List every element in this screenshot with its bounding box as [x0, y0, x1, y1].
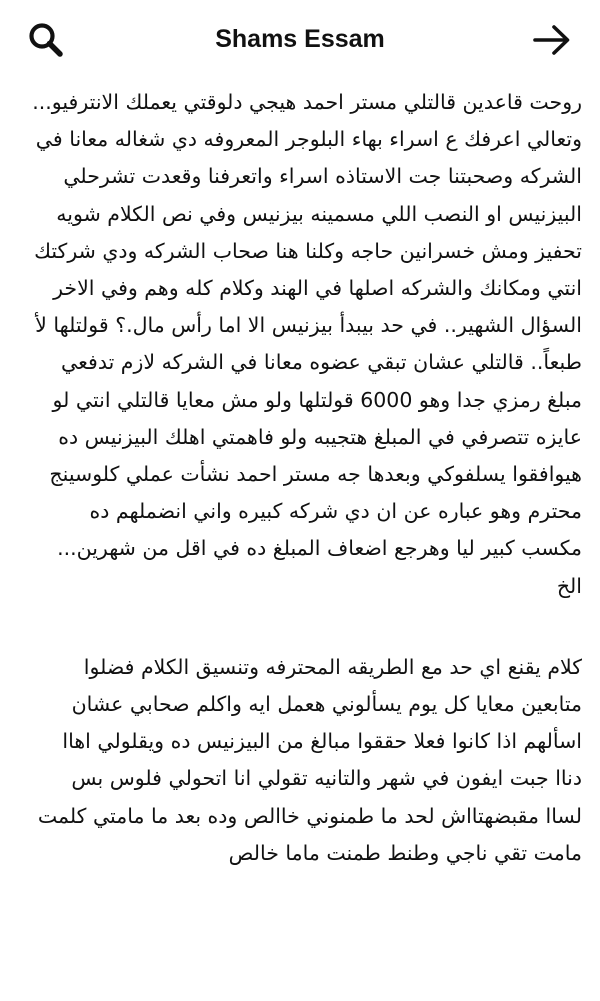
page-title: Shams Essam [215, 25, 385, 53]
arrow-right-icon [530, 20, 574, 60]
paragraph-spacer [30, 605, 582, 649]
post-paragraph: كلام يقنع اي حد مع الطريقه المحترفه وتنسيق الكلام فضلوا متابعين معايا كل يوم يسألوني هعمل ايه واكلم صحابي عشان اسألهم اذا كانوا فعلا حققوا مبالغ من البيزنيس ده ويقلولي اهاا دناا جبت ايفون في شهر والتانيه تقولي انا اتحولي فلوس بس لساا مقبضهتااش لحد ما طمنوني خاالص وده بعد ما مامتي كلمت مامت تقي ناجي وطنط طمنت ماما خالص [37, 654, 582, 865]
post-paragraph: روحت قاعدين قالتلي مستر احمد هيجي دلوقتي يعملك الانترفيو... وتعالي اعرفك ع اسراء بهاء البلوجر المعروفه دي شغاله معانا في الشركه وصحبتنا جت الاستاذه اسراء واتعرفنا وقعدت تشرحلي البيزنيس او النصب اللي مسمينه بيزنيس وفي نص الكلام شويه تحفيز ومش خسرانين حاجه وكلنا هنا صحاب الشركه ودي شركتك انتي ومكانك والشركه اصلها في الهند وكلام كله وهم وفي الاخر السؤال الشهير.. في حد بيبدأ بيزنيس الا اما رأس مال.؟ قولتلها لأ طبعاً.. قالتلي عشان تبقي عضوه معانا في الشركه لازم تدفعي مبلغ رمزي جدا وهو 6000 قولتلها ولو مش معايا قالتلي انتي لو عايزه تتصرفي في المبلغ هتجيبه ولو فاهمتي اهلك البيزنيس ده هيوافقوا يسلفوكي وبعدها جه مستر احمد نشأت عملي كلوسينج محترم وهو عباره عن ان دي شركه كبيره واني انضملهم ده مكسب كبير ليا وهرجع اضعاف المبلغ ده في اقل من شهرين... الخ [32, 90, 582, 598]
back-button[interactable] [530, 20, 574, 60]
search-icon [26, 20, 66, 60]
search-button[interactable] [26, 20, 66, 60]
post-body [30, 84, 582, 872]
top-app-bar [0, 0, 600, 78]
